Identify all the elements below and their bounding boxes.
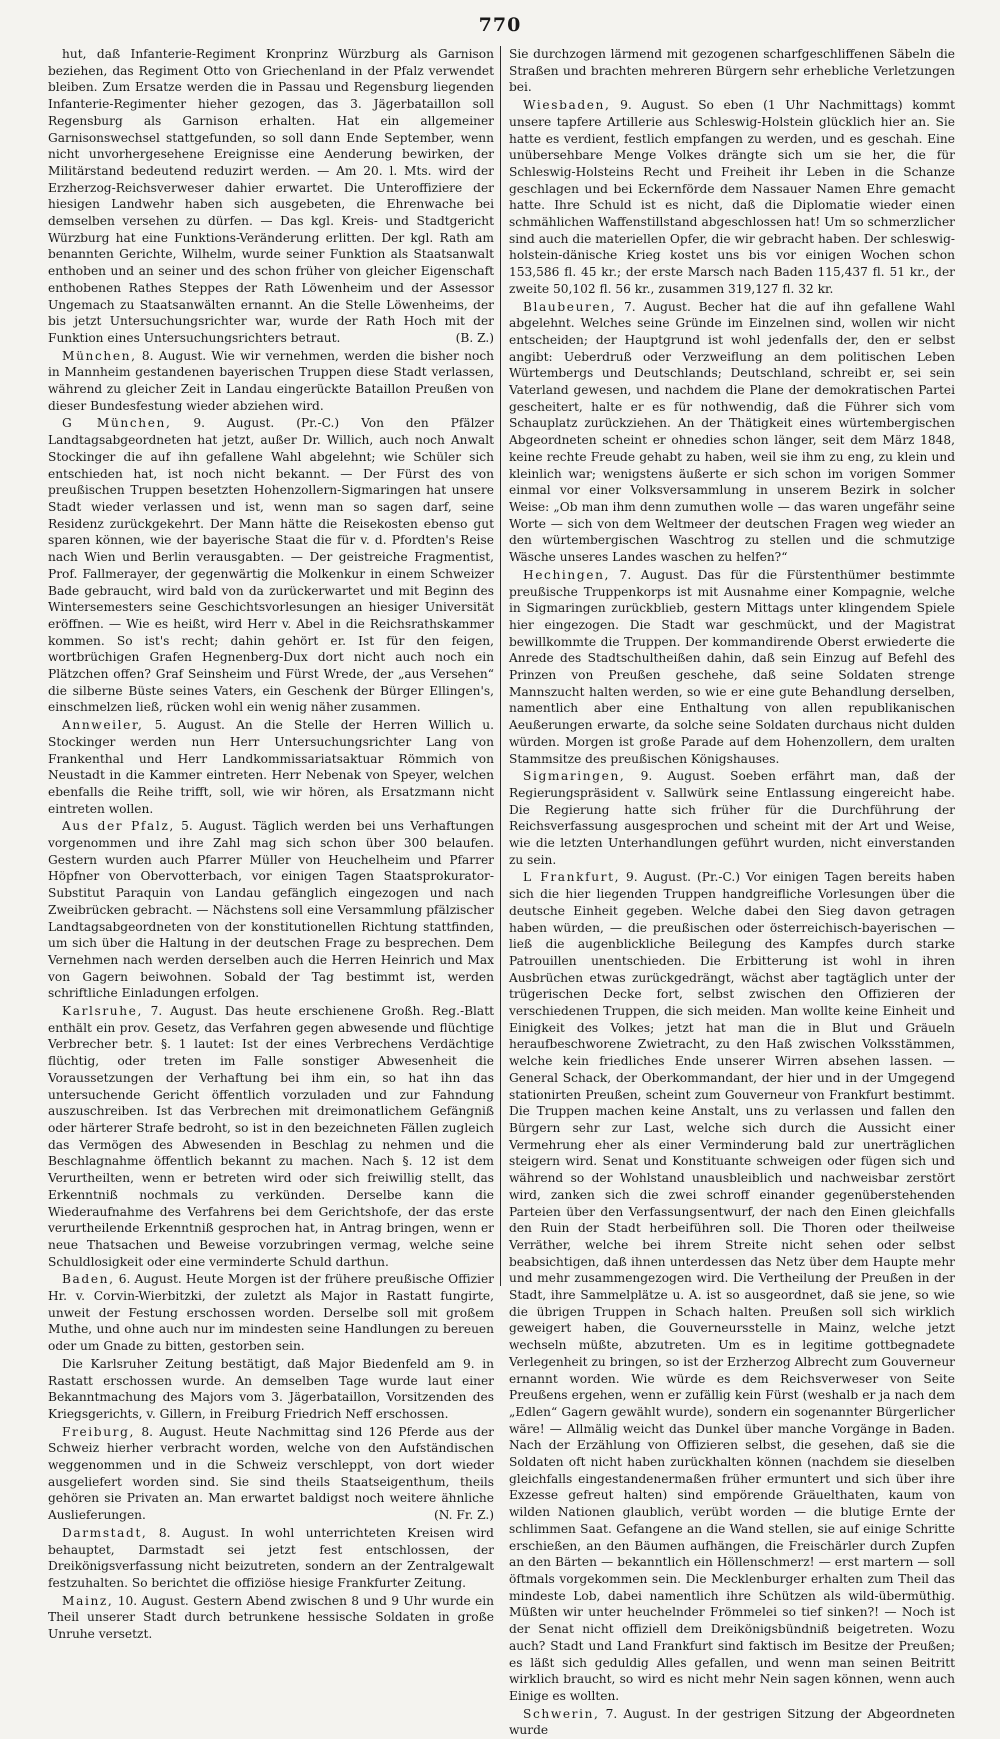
- article-dateline: Mainz,: [62, 1593, 114, 1608]
- article-paragraph: [509, 869, 955, 1704]
- article-dateline: G München,: [62, 416, 172, 431]
- article-paragraph: [48, 46, 494, 347]
- article-paragraph: [509, 768, 955, 868]
- article-paragraph: [509, 567, 955, 767]
- article-body-text: 6. August. Heute Morgen ist der frühere preußische Offizier Hr. v. Corvin-Wierbitzki, der zuletzt als Major in Rastatt fungirte, unweit der Festung erschossen worden. Derselbe soll mit großem Muthe, und ohne auch nur im mindesten seine Handlungen zu bereuen oder um Gnade zu bitten, gestorben sein.: [48, 1272, 494, 1354]
- article-body-text: 7. August. Das für die Fürstenthümer bestimmte preußische Truppenkorps ist mit Ausnahme einer Kompagnie, welche in Sigmaringen zurückblieb, gestern Mittags unter klingendem Spiele hier eingezogen. Die Stadt war geschmückt, und der Magistrat bewillkommte die Truppen. Der kommandirende Oberst erwiederte die Anrede des Stadtschultheißen dahin, daß sein Einzug auf Befehl des Prinzen von Preußen geschehe, daß seine Soldaten strenge Mannszucht halten werden, so wie er eine gute Behandlung derselben, namentlich aber eine Enthaltung von allen republikanischen Aeußerungen erwarte, da solche seine Soldaten durchaus nicht dulden würden. Morgen ist große Parade auf dem Hohenzollern, dem uralten Stammsitze des preußischen Königshauses.: [509, 567, 955, 766]
- article-dateline: Wiesbaden,: [523, 98, 611, 113]
- article-dateline: München,: [62, 348, 137, 363]
- left-column: [48, 46, 494, 1642]
- article-dateline: Karlsruhe,: [62, 1004, 143, 1019]
- article-paragraph: [48, 1525, 494, 1592]
- page-number: 770: [478, 14, 522, 36]
- article-dateline: Hechingen,: [523, 567, 611, 582]
- article-body-text: 9. August. (Pr.-C.) Vor einigen Tagen bereits haben sich die hier liegenden Truppen handgreifliche Vorlesungen über die deutsche Einheit gegeben. Welche dabei den Sieg davon getragen haben würden, — die preußischen oder österreichisch-bayerischen — ließ die augenblickliche Beilegung des Kampfes durch starke Patrouillen unentschieden. Die Erbitterung ist wohl in ihren Ausbrüchen etwas zurückgedrängt, wächst aber tagtäglich unter der trügerischen Decke fort, selbst zwischen den Offizieren der verschiedenen Truppen, die sich meiden. Man wollte keine Einheit und Einigkeit des Volkes; jetzt hat man die in Blut und Gräueln heraufbeschworene Zwietracht, zu den Haß zwischen Volksstämmen, welche kein friedliches Ende unserer Wirren absehen lassen. — General Schack, der Oberkommandant, der hier und in der Umgegend stationirten Preußen, scheint zum Gouverneur von Frankfurt bestimmt. Die Truppen machen keine Anstalt, uns zu verlassen und fallen den Bürgern sehr zur Last, welche sich durch die Aussicht einer Vermehrung eher als einer Verminderung bald zur unerträglichen steigern wird. Senat und Konstituante schweigen oder fügen sich und während so der Wohlstand unausbleiblich und nachweisbar zerstört wird, zanken sich die zwei schroff einander gegenüberstehenden Parteien über den Verfassungsentwurf, der nach den Einen gleichfalls den Ruin der Stadt herbeiführen soll. Die Thoren oder theilweise Verräther, welche bei ihrem Streite nicht sehen oder selbst beabsichtigen, daß ihnen unterdessen das Netz über dem Haupte mehr und mehr zusammengezogen wird. Die Vertheilung der Preußen in der Stadt, ihre Sammelplätze u. A. ist so ausgeordnet, daß sie jene, so wie die übrigen Truppen in Schach halten. Preußen soll sich wirklich geweigert haben, die Gouverneursstelle in Mainz, welche jetzt wechseln müßte, abzutreten. Um es in legitime gottbegnadete Verlegenheit zu bringen, so ist der Erzherzog Albrecht zum Gouverneur ernannt worden. Wie würde es dem Reichsverweser von Seite Preußens ergehen, wenn er zufällig kein Fürst (weshalb er ja nach dem „Edlen“ Gagern gewählt wurde), sondern ein sogenannter Bürgerlicher wäre! — Allmälig weicht das Dunkel über manche Vorgänge in Baden. Nach der Erzählung von Offizieren selbst, die gesehen, daß sie die Soldaten oft nicht haben zurückhalten können (nachdem sie dieselben gleichfalls eingestandenermaßen früher ermuntert und sich über ihre Exzesse gefreut halten) sind empörende Gräuelthaten, kaum von wilden Nationen glaublich, verübt worden — die blutige Ernte der schlimmen Saat. Gefangene an die Wand stellen, sie auf einige Schritte erschießen, an den Bäumen aufhängen, die Freischärler durch Zupfen an den Bärten — bekanntlich ein Höllenschmerz! — erst martern — soll öftmals vorgekommen sein. Die Mecklenburger erhalten zum Theil das mindeste Lob, dabei namentlich ihre Schützen als wild-übermüthig. Müßten wir unter heuchelnder Frömmelei so tief sinken?! — Noch ist der Senat nicht offiziell dem Dreikönigsbündniß beigetreten. Wozu auch? Stadt und Land Frankfurt sind faktisch im Besitze der Preußen; es läßt sich geduldig Alles gefallen, und wenn man seinen Beitritt wirklich braucht, so wird es nicht mehr Nein sagen können, wenn auch Einige es wollten.: [509, 870, 955, 1703]
- article-body-text: 7. August. Becher hat die auf ihn gefallene Wahl abgelehnt. Welches seine Gründe im Einzelnen sind, wollen wir nicht entscheiden; der Hauptgrund ist wohl jedenfalls der, den er selbst angibt: Ueberdruß oder Verzweiflung an dem politischen Leben Würtembergs und Deutschlands; Deutschland, schreibt er, sei sein Vaterland gewesen, und nachdem die Plane der demokratischen Partei gescheitert, halte er es für nothwendig, daß die Führer sich vom Schauplatz zurückziehen. An der Thätigkeit eines würtembergischen Abgeordneten scheint er ohnedies schon länger, seit dem März 1848, keine rechte Freude gehabt zu haben, weil sie ihm zu eng, zu klein und kleinlich war; wenigstens äußerte er sich schon im vorigen Sommer einmal vor einer Volksversammlung in unserem Bezirk in solcher Weise: „Ob man ihm denn zumuthen wolle — das waren ungefähr seine Worte — sich von dem Weltmeer der deutschen Fragen weg wieder an den würtembergischen Waschtrog zu stellen und die schmutzige Wäsche unseres Landes waschen zu helfen?“: [509, 299, 955, 565]
- article-dateline: Annweiler,: [62, 718, 144, 733]
- article-paragraph: [48, 415, 494, 716]
- article-body-text: 9. August. (Pr.-C.) Von den Pfälzer Landtagsabgeordneten hat jetzt, außer Dr. Willich, auch noch Anwalt Stockinger die auf ihn gefallene Wahl abgelehnt; wie Schüler sich entschieden hat, ist noch nicht bekannt. — Der Fürst des von preußischen Truppen besetzten Hohenzollern-Sigmaringen hat unsere Stadt wieder verlassen und ist, wenn man so sagen darf, seine Residenz zurückgekehrt. Der Mann hätte die Reisekosten ebenso gut sparen können, wie der bayerische Staat die für v. d. Pfordten's Reise nach Wien und Berlin verausgabten. — Der geistreiche Fragmentist, Prof. Fallmerayer, der gegenwärtig die Molkenkur in einem Schweizer Bade gebraucht, wird bald von da zurückerwartet und mit Beginn des Wintersemesters seine Geschichtsvorlesungen an hiesiger Universität eröffnen. — Wie es heißt, wird Herr v. Abel in die Reichsrathskammer kommen. So ist's recht; dahin gehört er. Ist für den feigen, wortbrüchigen Grafen Hegnenberg-Dux dort nicht auch noch ein Plätzchen offen? Graf Seinsheim und Fürst Wrede, der „aus Versehen“ die silberne Büste seines Vaters, ein Geschenk der Bürger Ellingen's, einschmelzen ließ, rücken wohl ein wenig näher zusammen.: [48, 416, 494, 715]
- article-paragraph: [509, 97, 955, 297]
- article-body-text: 10. August. Gestern Abend zwischen 8 und 9 Uhr wurde ein Theil unserer Stadt durch betrunkene hessische Soldaten in große Unruhe versetzt.: [48, 1593, 494, 1642]
- article-paragraph: [48, 1356, 494, 1423]
- article-dateline: Schwerin,: [523, 1706, 600, 1721]
- article-body-text: 5. August. An die Stelle der Herren Willich u. Stockinger werden nun Herr Untersuchungsrichter Lang von Frankenthal und Herr Landkommissariatsaktuar Römmich von Neustadt in die Kammer eintreten. Herr Nebenak von Speyer, welchen ebenfalls die Reihe trifft, soll, wie wir hören, als Ersatzmann nicht eintreten wollen.: [48, 718, 494, 816]
- article-body-text: Sie durchzogen lärmend mit gezogenen scharfgeschliffenen Säbeln die Straßen und brachten mehreren Bürgern sehr erhebliche Verletzungen bei.: [509, 47, 955, 95]
- article-dateline: Darmstadt,: [62, 1525, 148, 1540]
- article-paragraph: [48, 818, 494, 1002]
- article-body-text: 7. August. Das heute erschienene Großh. Reg.-Blatt enthält ein prov. Gesetz, das Verfahren gegen abwesende und flüchtige Verbrecher betr. §. 1 lautet: Ist der eines Verbrechens Verdächtige flüchtig, oder treten im Falle sonstiger Abwesenheit die Voraussetzungen der Verhaftung bei ihm ein, so hat ihn das untersuchende Gericht öffentlich vorzuladen und zur Fahndung auszuschreiben. Ist das Verbrechen mit dreimonatlichem Gefängniß oder härterer Strafe bedroht, so ist in den bezeichneten Fällen zugleich das Vermögen des Abwesenden in Beschlag zu nehmen und die Beschlagnahme öffentlich bekannt zu machen. Nach §. 12 ist dem Verurtheilten, wenn er betreten wird oder sich freiwillig stellt, das Erkenntniß nochmals zu verkünden. Derselbe kann die Wiederaufnahme des Verfahrens bei dem Gerichtshofe, der das erste verurtheilende Erkenntniß gesprochen hat, in Antrag bringen, wenn er neue Thatsachen und Beweise vorzubringen vermag, welche seine Schuldlosigkeit oder eine verminderte Schuld darthun.: [48, 1004, 494, 1269]
- article-source-signature: (N. Fr. Z.): [434, 1508, 494, 1523]
- article-paragraph: [509, 46, 955, 96]
- article-dateline: Blaubeuren,: [523, 299, 617, 314]
- article-body-text: 7. August. In der gestrigen Sitzung der Abgeordneten wurde: [509, 1706, 955, 1738]
- article-paragraph: [48, 1271, 494, 1355]
- article-body-text: 9. August. So eben (1 Uhr Nachmittags) kommt unsere tapfere Artillerie aus Schleswig-Holstein glücklich hier an. Sie hatte es verdient, festlich empfangen zu werden, und es geschah. Eine unübersehbare Menge Volkes drängte sich um sie her, die für Schleswig-Holsteins Recht und Freiheit ihr Leben in die Schanze geschlagen und bei Eckernförde dem Nassauer Namen Ehre gemacht hatte. Ihre Schuld ist es nicht, daß die Diplomatie wieder einen schmählichen Waffenstillstand abgeschlossen hat! Um so schmerzlicher sind auch die materiellen Opfer, die wir gebracht haben. Der schleswig-holstein-dänische Krieg kostet uns bis vor einigen Wochen schon 153,586 fl. 45 kr.; der erste Marsch nach Baden 115,437 fl. 51 kr., der zweite 50,102 fl. 56 kr., zusammen 319,127 fl. 32 kr.: [509, 98, 955, 296]
- article-body-text: 5. August. Täglich werden bei uns Verhaftungen vorgenommen und ihre Zahl mag sich schon über 300 belaufen. Gestern wurden auch Pfarrer Müller von Heuchelheim und Pfarrer Höpfner von Obervotterbach, vor einigen Tagen Staatsprokurator-Substitut Paraquin von Landau gefänglich eingezogen und nach Zweibrücken gebracht. — Nächstens soll eine Versammlung pfälzischer Landtagsabgeordneten von der konstitutionellen Richtung stattfinden, um sich über die Haltung in der deutschen Frage zu besprechen. Dem Vernehmen nach werden derselben auch die Herren Heinrich und Max von Gagern beiwohnen. Sobald der Tag bestimmt ist, werden schriftliche Einladungen erfolgen.: [48, 819, 494, 1001]
- article-paragraph: [48, 348, 494, 415]
- article-body-text: 9. August. Soeben erfährt man, daß der Regierungspräsident v. Sallwürk seine Entlassung eingereicht habe. Die Regierung hatte sich früher für die Durchführung der Reichsverfassung ausgesprochen und scheint mit der Art und Weise, wie die letzten Unterhandlungen geführt wurden, nicht einverstanden zu sein.: [509, 769, 955, 867]
- article-paragraph: [48, 1003, 494, 1270]
- article-dateline: Baden,: [62, 1272, 115, 1287]
- article-body-text: Die Karlsruher Zeitung bestätigt, daß Major Biedenfeld am 9. in Rastatt erschossen wurde. An demselben Tage wurde laut einer Bekanntmachung des Majors vom 3. Jägerbataillon, Vorsitzenden des Kriegsgerichts, v. Gillern, in Freiburg Friedrich Neff erschossen.: [48, 1356, 494, 1421]
- article-dateline: Aus der Pfalz,: [62, 819, 175, 834]
- column-divider: [500, 46, 501, 1286]
- article-body-text: 8. August. Wie wir vernehmen, werden die bisher noch in Mannheim gestandenen bayerischen Truppen diese Stadt verlassen, während zu gleicher Zeit in Landau eingerückte Bataillon Preußen von dieser Bundesfestung wieder abziehen wird.: [48, 348, 494, 413]
- article-paragraph: [48, 1424, 494, 1524]
- article-body-text: 8. August. In wohl unterrichteten Kreisen wird behauptet, Darmstadt sei jetzt fest entschlossen, der Dreikönigsverfassung nicht beizutreten, sondern an der Zentralgewalt festzuhalten. So berichtet die offiziöse hiesige Frankfurter Zeitung.: [48, 1525, 494, 1590]
- right-column: [509, 46, 955, 1738]
- article-body-text: hut, daß Infanterie-Regiment Kronprinz Würzburg als Garnison beziehen, das Regiment Otto von Griechenland in der Pfalz verwendet bleiben. Zum Ersatze werden die in Passau und Regensburg liegenden Infanterie-Regimenter hieher gezogen, das 3. Jägerbataillon soll Regensburg als Garnison erhalten. Hat ein allgemeiner Garnisonswechsel stattgefunden, so soll dann Ende September, wenn nicht unvorhergesehene Ereignisse eine Aenderung bewirken, der Militärstand bedeutend reduzirt werden. — Am 20. l. Mts. wird der Erzherzog-Reichsverweser dahier erwartet. Die Unteroffiziere der hiesigen Landwehr haben sich ausgebeten, die Ehrenwache bei demselben versehen zu dürfen. — Das kgl. Kreis- und Stadtgericht Würzburg hat eine Funktions-Veränderung erlitten. Der kgl. Rath am benannten Gerichte, Wilhelm, wurde seiner Funktion als Staatsanwalt enthoben und an seiner und des schon früher von gleicher Eigenschaft enthobenen Rathes Steppes der Rath Löwenheim und der Assessor Ungemach zu Staatsanwälten ernannt. An die Stelle Löwenheims, der bis jetzt Untersuchungsrichter war, wurde der Rath Hoch mit der Funktion eines Untersuchungsrichters betraut.: [48, 47, 494, 345]
- article-paragraph: [509, 1706, 955, 1739]
- article-dateline: Sigmaringen,: [523, 769, 626, 784]
- article-dateline: L Frankfurt,: [523, 870, 621, 885]
- article-paragraph: [48, 717, 494, 817]
- article-source-signature: (B. Z.): [455, 330, 494, 345]
- article-paragraph: [509, 299, 955, 566]
- article-paragraph: [48, 1593, 494, 1643]
- article-body-text: 8. August. Heute Nachmittag sind 126 Pferde aus der Schweiz hierher verbracht worden, welche von den Aufständischen weggenommen und in die Schweiz verschleppt, von dort wieder ausgeliefert worden sind. Sie sind theils Staatseigenthum, theils gehören sie Privaten an. Man erwartet baldigst noch weitere ähnliche Auslieferungen.: [48, 1424, 494, 1523]
- article-dateline: Freiburg,: [62, 1424, 135, 1439]
